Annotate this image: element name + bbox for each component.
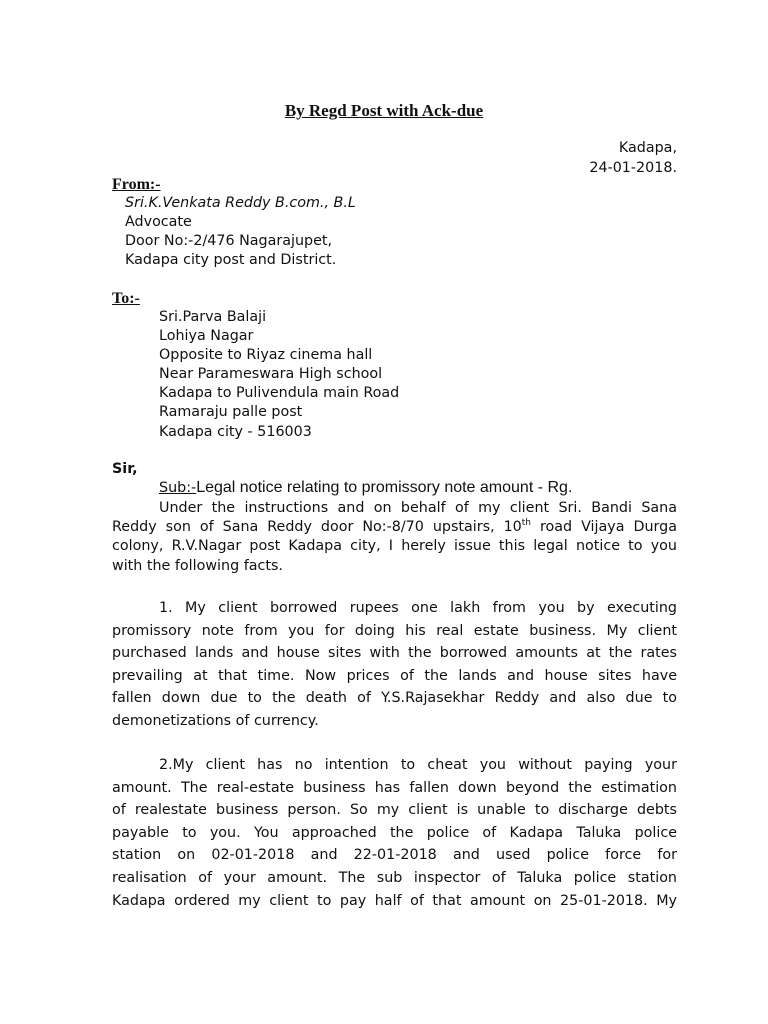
salutation: Sir, xyxy=(112,461,138,477)
paragraph-line: 1. My client borrowed rupees one lakh from you by executing xyxy=(159,600,677,616)
sender-line: Advocate xyxy=(125,214,192,230)
subject-text: Legal notice relating to promissory note amount - Rg. xyxy=(196,479,573,496)
paragraph-2 xyxy=(112,754,677,912)
paragraph-line: promissory note from you for doing his real estate business. My client xyxy=(112,622,677,639)
sender-line: Door No:-2/476 Nagarajupet, xyxy=(125,233,333,249)
sender-line: Kadapa city post and District. xyxy=(125,252,337,268)
subject-label: Sub:- xyxy=(159,480,197,496)
paragraph-line: station on 02-01-2018 and 22-01-2018 and used police force for xyxy=(112,847,677,864)
paragraph-line: purchased lands and house sites with the borrowed amounts at the rates xyxy=(112,645,677,662)
recipient-line: Opposite to Riyaz cinema hall xyxy=(159,347,373,363)
recipient-line: Kadapa to Pulivendula main Road xyxy=(159,385,400,401)
ordinal-suffix: th xyxy=(521,518,532,529)
recipient-line: Near Parameswara High school xyxy=(159,366,383,382)
paragraph-line: realisation of your amount. The sub inspector of Taluka police station xyxy=(112,869,677,886)
paragraph-line: Kadapa ordered my client to pay half of that amount on 25-01-2018. My xyxy=(112,892,677,909)
paragraph-line: of realestate business person. So my client is unable to discharge debts xyxy=(112,802,677,819)
recipient-line: Lohiya Nagar xyxy=(159,328,254,344)
intro-line-part: road Vijaya Durga xyxy=(531,519,677,536)
recipient-line: Kadapa city - 516003 xyxy=(159,424,312,440)
paragraph-line: 2.My client has no intention to cheat you without paying your xyxy=(159,757,677,773)
place: Kadapa, xyxy=(618,140,677,156)
intro-line-part: Reddy son of Sana Reddy door No:-8/70 upstairs, 10 xyxy=(112,519,522,536)
recipient-line: Ramaraju palle post xyxy=(159,404,303,420)
recipient-line: Sri.Parva Balaji xyxy=(159,309,267,325)
paragraph-1 xyxy=(112,597,677,733)
to-label: To:- xyxy=(112,290,140,307)
date: 24-01-2018. xyxy=(589,160,677,176)
paragraph-line: prevailing at that time. Now prices of the lands and house sites have xyxy=(112,667,677,684)
subject-line xyxy=(159,479,572,497)
paragraph-line: demonetizations of currency. xyxy=(112,712,319,729)
intro-line: with the following facts. xyxy=(112,557,283,574)
paragraph-line: fallen down due to the death of Y.S.Rajasekhar Reddy and also due to xyxy=(112,690,677,707)
from-label: From:- xyxy=(112,176,161,193)
intro-paragraph xyxy=(112,499,677,576)
intro-line: colony, R.V.Nagar post Kadapa city, I herely issue this legal notice to you xyxy=(112,538,677,555)
intro-line: Under the instructions and on behalf of my client Sri. Bandi Sana xyxy=(159,500,677,516)
sender-name: Sri.K.Venkata Reddy B.com., B.L xyxy=(125,195,356,211)
paragraph-line: amount. The real-estate business has fallen down beyond the estimation xyxy=(112,779,677,796)
intro-line xyxy=(112,518,677,537)
paragraph-line: payable to you. You approached the police of Kadapa Taluka police xyxy=(112,824,677,841)
document-title: By Regd Post with Ack-due xyxy=(284,101,484,120)
